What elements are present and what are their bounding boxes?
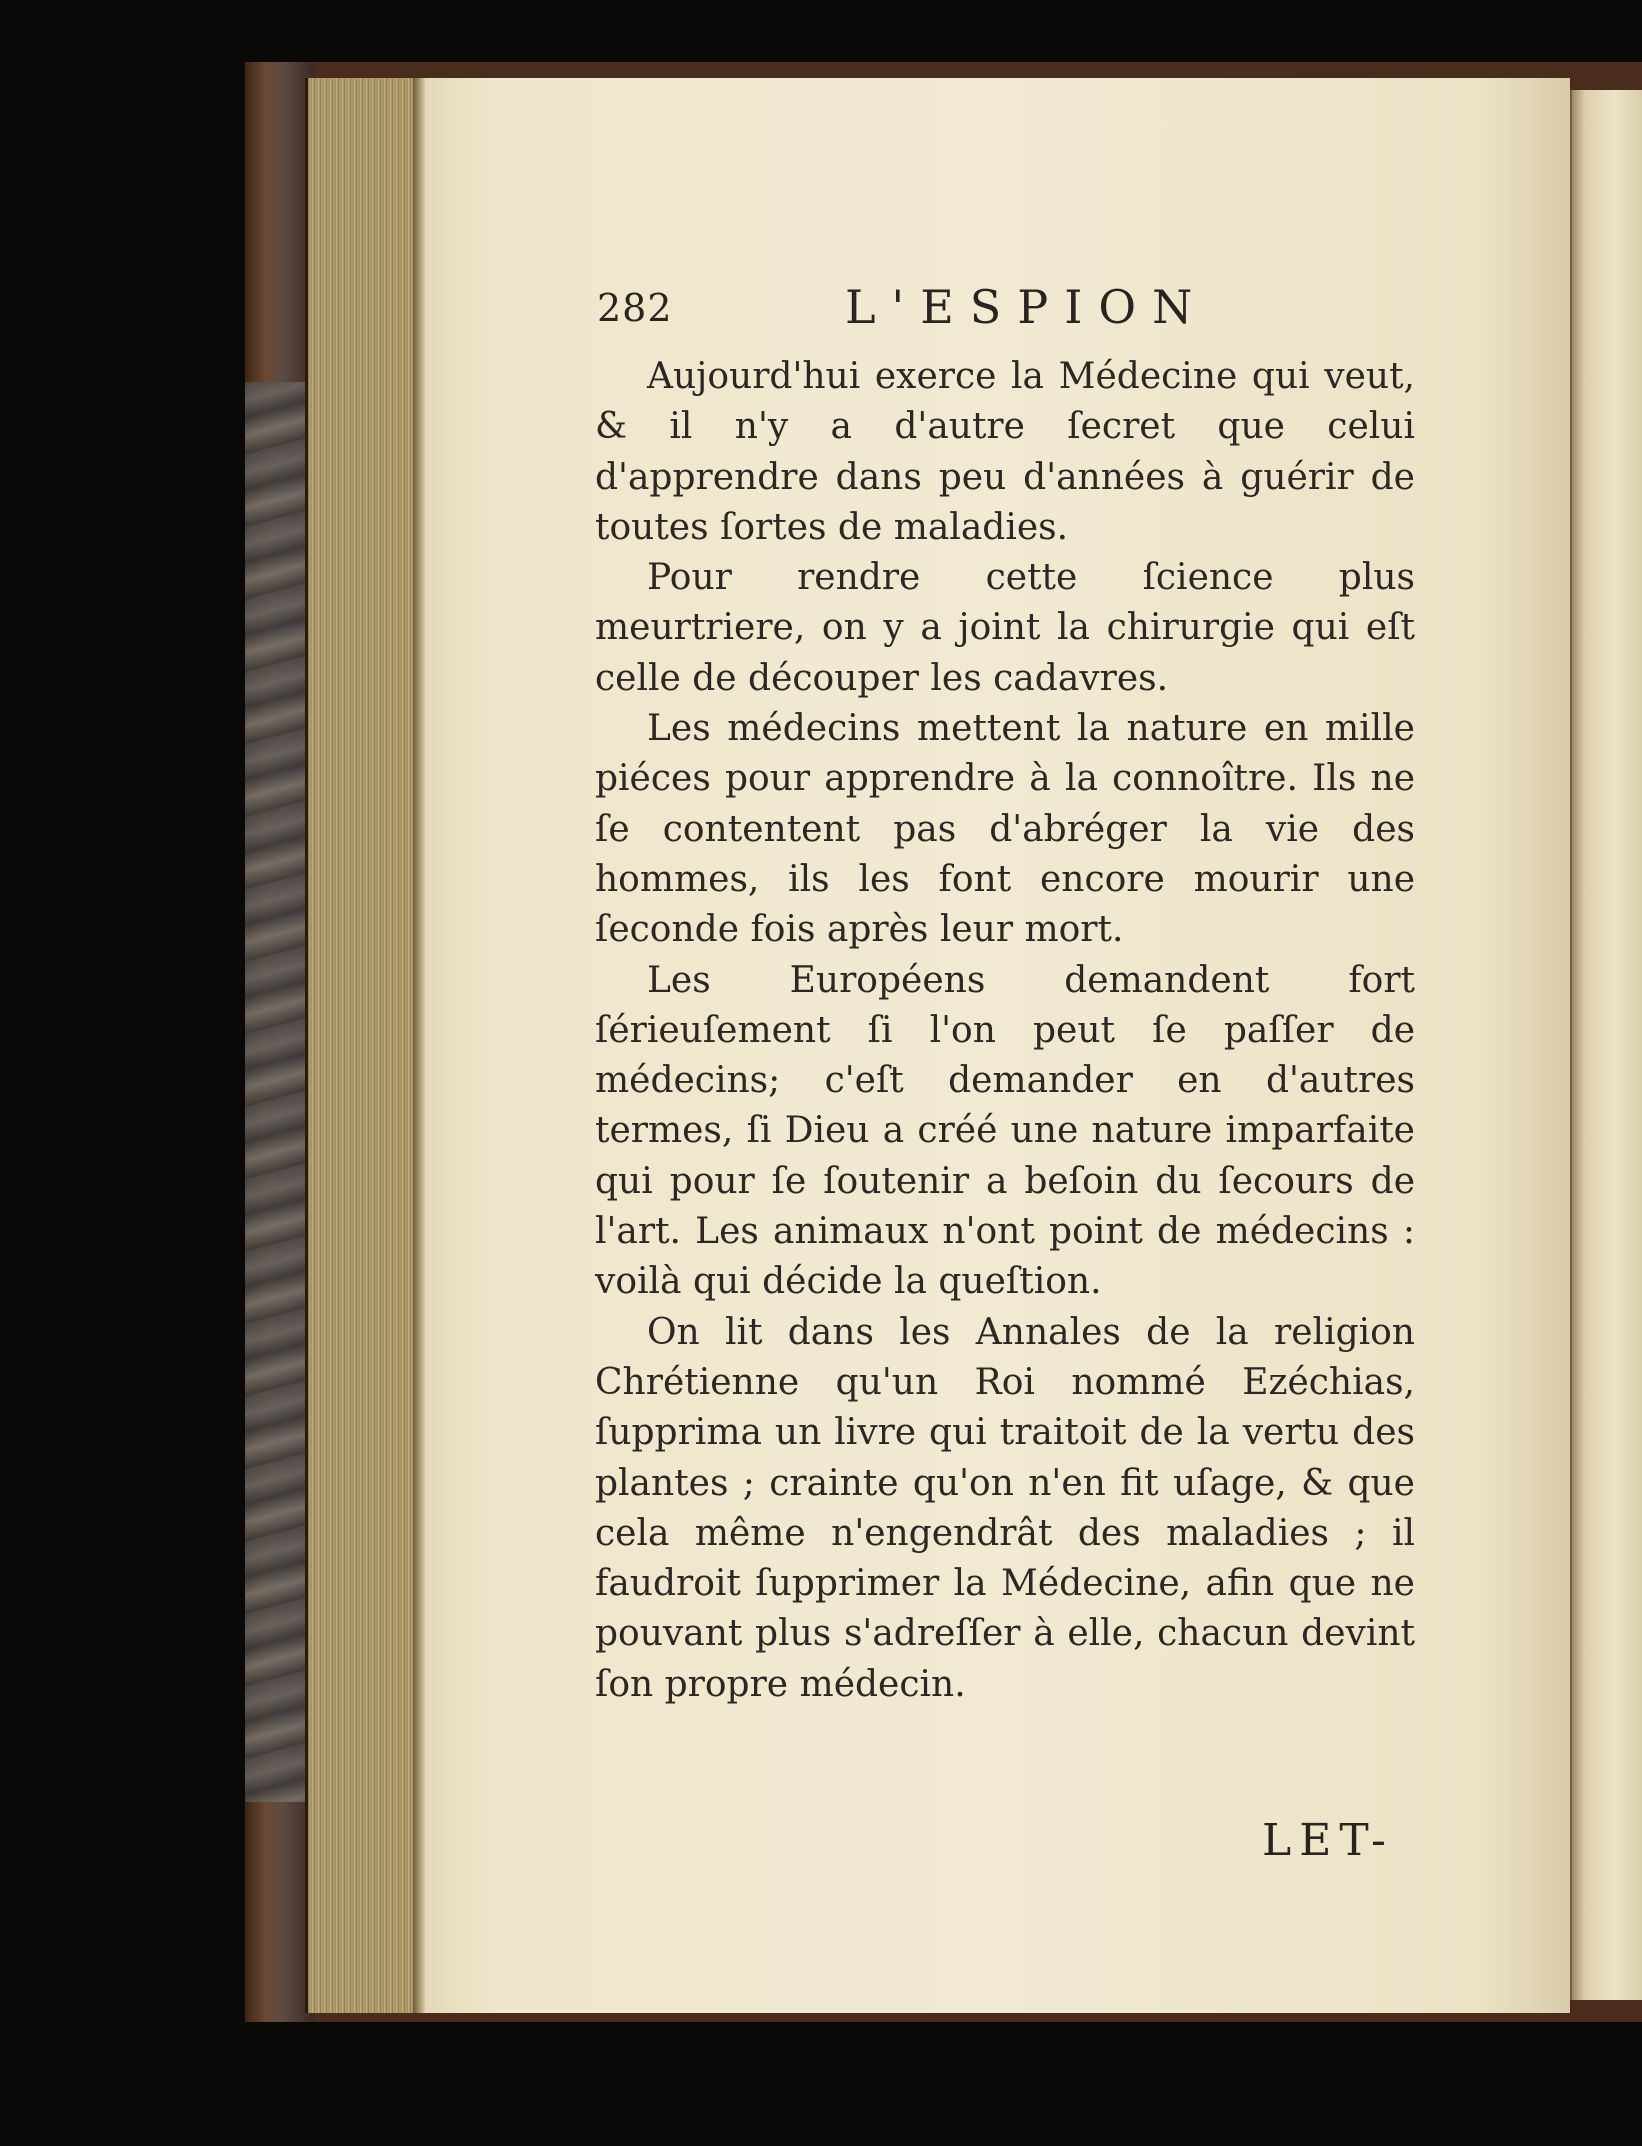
paragraph: Aujourd'hui exerce la Médecine qui veut, & il n'y a d'autre ſecret que celui d'apprendre dans peu d'années à guérir de toutes ſortes de maladies.: [595, 356, 1415, 548]
catchword: LET-: [1262, 1815, 1394, 1866]
page-block-edge: [305, 78, 416, 2013]
paragraph: Pour rendre cette ſcience plus meurtriere, on y a joint la chirurgie qui eſt celle de découper les cadavres.: [595, 557, 1415, 699]
page-header: [597, 280, 1237, 340]
page-number: 282: [597, 286, 673, 330]
facing-page-edge: [1570, 90, 1642, 2000]
paragraph: On lit dans les Annales de la religion Chrétienne qu'un Roi nommé Ezéchias, ſupprima un livre qui traitoit de la vertu des plantes ; crainte qu'on n'en fit uſage, & que cela même n'engendrât des maladies ; il faudroit ſupprimer la Médecine, afin que ne pouvant plus s'adreſſer à elle, chacun devint ſon propre médecin.: [595, 1311, 1415, 1705]
body-text: [595, 352, 1415, 1710]
paragraph: Les médecins mettent la nature en mille piéces pour apprendre à la connoître. Ils ne ſe contentent pas d'abréger la vie des hommes, ils les font encore mourir une ſeconde fois après leur mort.: [595, 708, 1415, 951]
running-title: L'ESPION: [845, 280, 1209, 334]
page-gutter: [413, 78, 425, 2013]
paragraph: Les Européens demandent fort ſérieuſement ſi l'on peut ſe paſſer de médecins; c'eſt demander en d'autres termes, ſi Dieu a créé une nature imparfaite qui pour ſe ſoutenir a beſoin du ſecours de l'art. Les animaux n'ont point de médecins : voilà qui décide la queſtion.: [595, 959, 1415, 1303]
